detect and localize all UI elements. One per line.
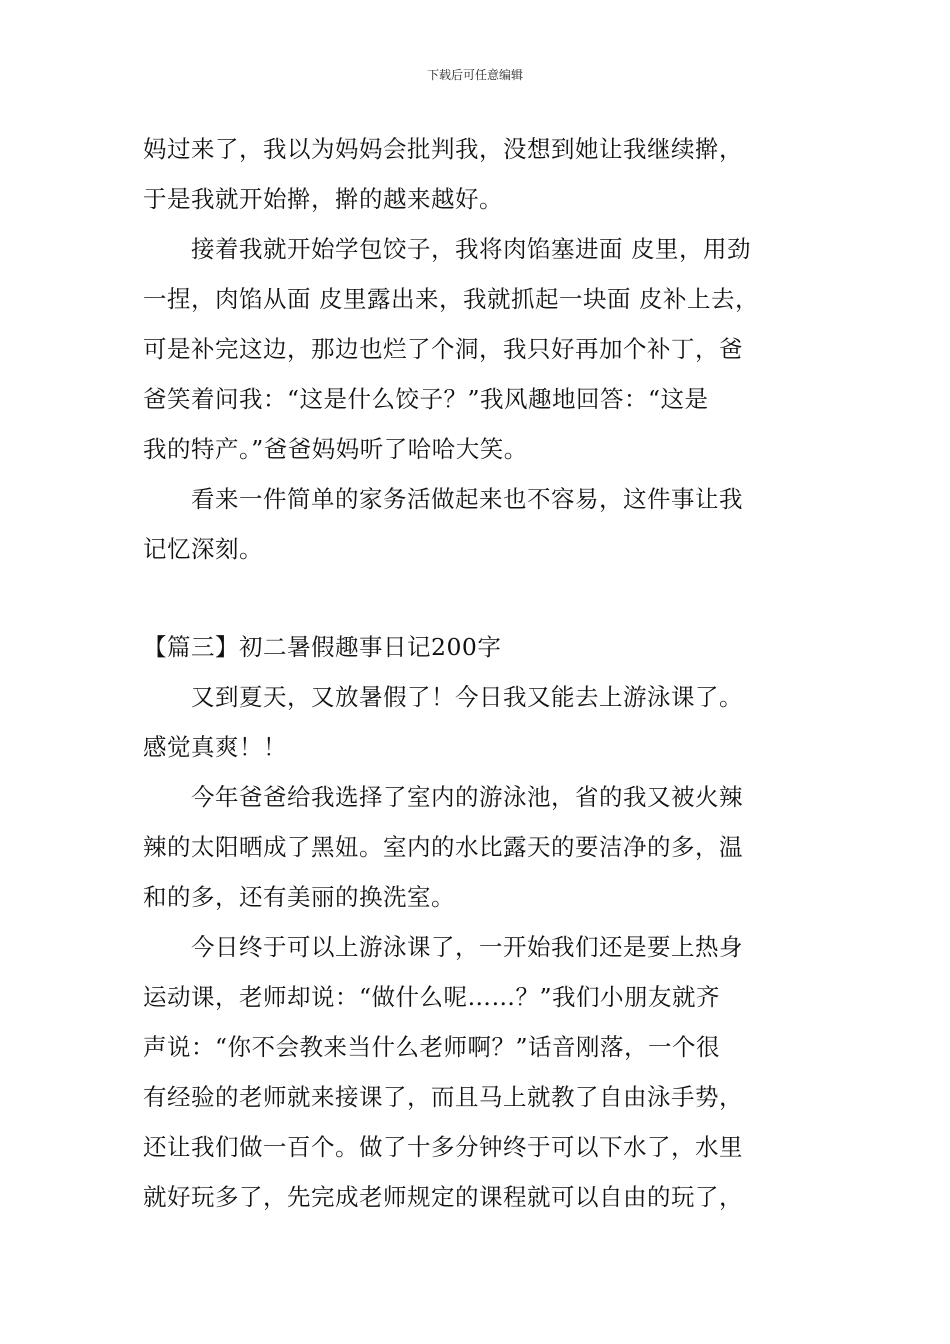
text-line: 接着我就开始学包饺子，我将肉馅塞进面 皮里，用劲: [143, 235, 751, 263]
text-line: 还让我们做一百个。做了十多分钟终于可以下水了，水里: [143, 1133, 743, 1161]
text-line: 于是我就开始擀，擀的越来越好。: [143, 185, 503, 213]
text-line: 一捏，肉馅从面 皮里露出来，我就抓起一块面 皮补上去，: [143, 285, 759, 313]
text-line: 爸笑着问我：“这是什么饺子？”我风趣地回答：“这是: [143, 385, 709, 413]
page-header: 下载后可任意编辑: [426, 68, 523, 82]
section-heading: 【篇三】初二暑假趣事日记200字: [143, 633, 502, 661]
text-line: 有经验的老师就来接课了，而且马上就教了自由泳手势，: [143, 1083, 743, 1111]
text-line: 声说：“你不会教来当什么老师啊？”话音刚落，一个很: [143, 1033, 721, 1061]
text-line: 今年爸爸给我选择了室内的游泳池，省的我又被火辣: [143, 783, 743, 811]
text-line: 辣的太阳晒成了黑妞。室内的水比露天的要洁净的多，温: [143, 833, 743, 861]
text-line: 今日终于可以上游泳课了，一开始我们还是要上热身: [143, 933, 743, 961]
text-line: 我的特产。”爸爸妈妈听了哈哈大笑。: [143, 435, 528, 463]
text-line: 和的多，还有美丽的换洗室。: [143, 883, 455, 911]
text-line: 看来一件简单的家务活做起来也不容易，这件事让我: [143, 485, 743, 513]
text-line: 记忆深刻。: [143, 535, 263, 563]
text-line: 可是补完这边，那边也烂了个洞，我只好再加个补丁，爸: [143, 335, 743, 363]
text-line: 感觉真爽！！: [143, 733, 287, 761]
text-line: 又到夏天，又放暑假了！今日我又能去上游泳课了。: [143, 683, 743, 711]
text-line: 运动课，老师却说：“做什么呢……？”我们小朋友就齐: [143, 983, 721, 1011]
text-line: 就好玩多了，先完成老师规定的课程就可以自由的玩了，: [143, 1183, 743, 1211]
text-line: 妈过来了，我以为妈妈会批判我，没想到她让我继续擀，: [143, 135, 743, 163]
